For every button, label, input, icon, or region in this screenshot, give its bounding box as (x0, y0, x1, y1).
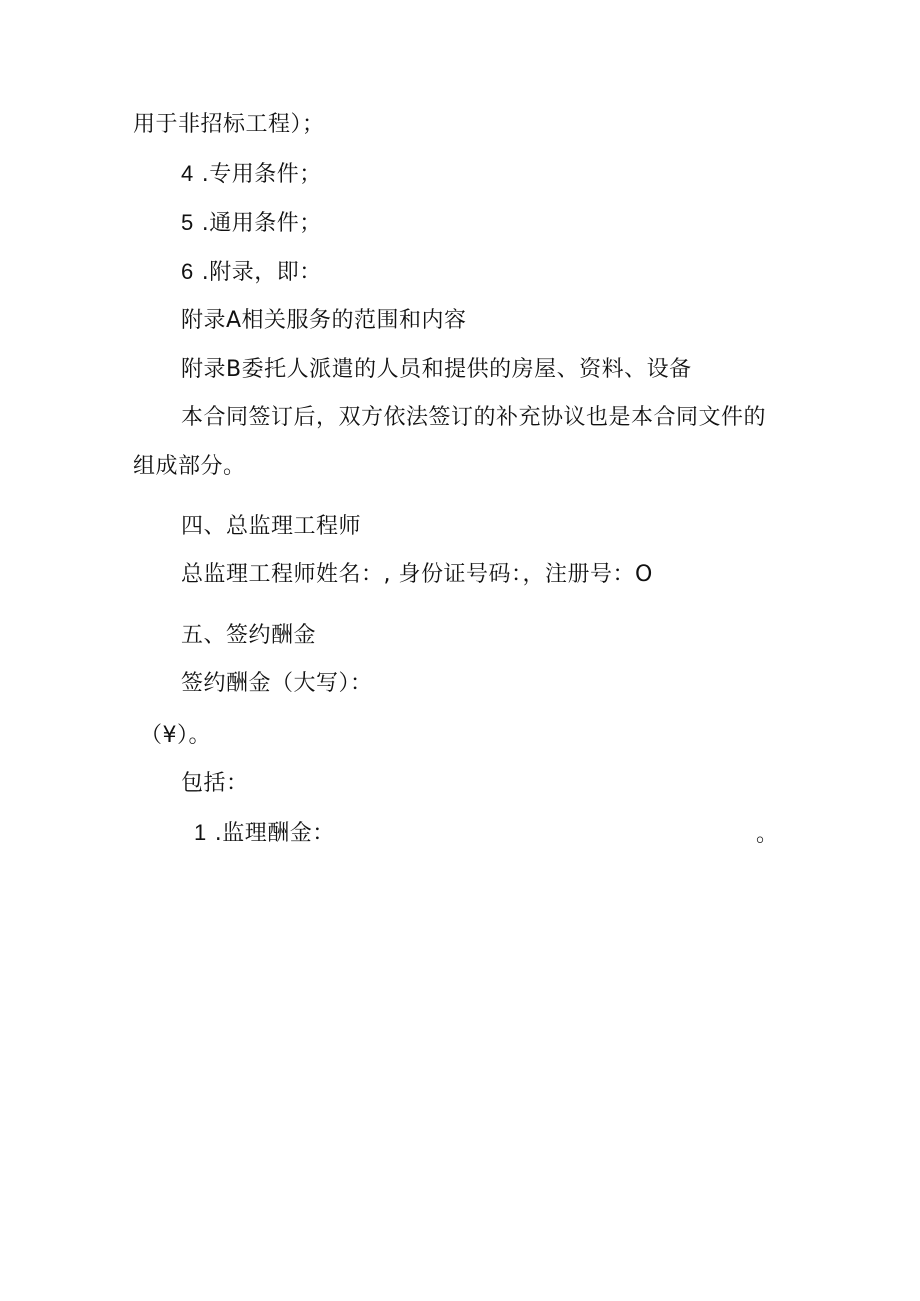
list-item-1 (194, 818, 335, 849)
text-line-non-bidding: 用于非招标工程）； (133, 112, 325, 137)
supplement-line-1: 本合同签订后，双方依法签订的补充协议也是本合同文件的 (181, 405, 767, 430)
list-text: .专用条件； (201, 162, 322, 187)
list-text: .监理酬金： (214, 821, 335, 846)
list-number: 4 (181, 161, 194, 186)
section-5-body: 签约酬金（大写）： (181, 671, 373, 696)
list-item-1-end-mark: 。 (756, 822, 779, 847)
yen-line: （¥）。 (140, 723, 211, 748)
list-item-6 (181, 257, 322, 288)
section-4-body: 总监理工程师姓名：, 身份证号码：，注册号：O (181, 562, 653, 587)
list-item-5 (181, 208, 322, 239)
includes-line: 包括： (181, 771, 249, 796)
list-text: .附录，即： (201, 260, 322, 285)
appendix-a-line: 附录A相关服务的范围和内容 (181, 308, 467, 333)
section-5-title: 五、签约酬金 (181, 623, 317, 648)
list-number: 6 (181, 259, 194, 284)
list-text: .通用条件； (201, 211, 322, 236)
list-number: 1 (194, 820, 207, 845)
section-4-title: 四、总监理工程师 (181, 514, 362, 539)
list-number: 5 (181, 210, 194, 235)
supplement-line-2: 组成部分。 (133, 454, 246, 479)
appendix-b-line: 附录B委托人派遣的人员和提供的房屋、资料、设备 (181, 357, 692, 382)
list-item-4 (181, 159, 322, 190)
